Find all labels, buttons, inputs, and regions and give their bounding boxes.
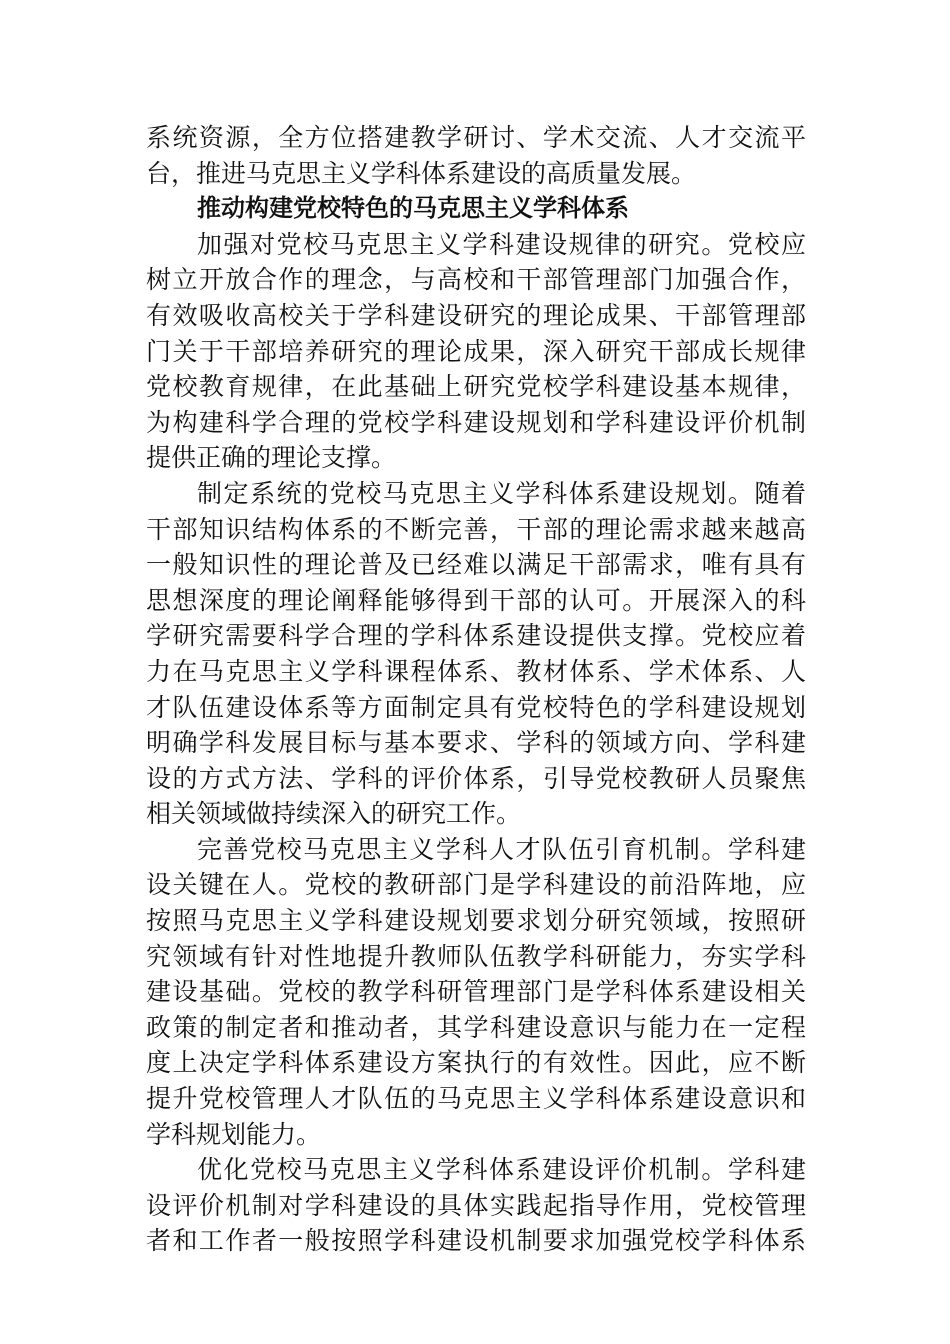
text-line: 系统资源，全方位搭建教学研讨、学术交流、人才交流平: [146, 123, 806, 152]
text-line: 明确学科发展目标与基本要求、学科的领域方向、学科建: [146, 728, 806, 758]
text-line: 政策的制定者和推动者，其学科建设意识与能力在一定程: [146, 1012, 806, 1042]
text-line: 为构建科学合理的党校学科建设规划和学科建设评价机制: [146, 407, 806, 437]
paragraph-evaluation: [146, 1152, 806, 1259]
text-line: 者和工作者一般按照学科建设机制要求加强党校学科体系: [146, 1226, 806, 1256]
text-line: 学研究需要科学合理的学科体系建设提供支撑。党校应着: [146, 621, 806, 651]
text-line: 思想深度的理论阐释能够得到干部的认可。开展深入的科: [146, 585, 806, 615]
text-line: 有效吸收高校关于学科建设研究的理论成果、干部管理部: [146, 300, 806, 330]
text-line: 制定系统的党校马克思主义学科体系建设规划。随着: [197, 478, 806, 508]
text-line: 提升党校管理人才队伍的马克思主义学科体系建设意识和: [146, 1084, 806, 1114]
text-line: 究领域有针对性地提升教师队伍教学科研能力，夯实学科: [146, 941, 806, 971]
text-line: 加强对党校马克思主义学科建设规律的研究。党校应: [197, 229, 806, 259]
paragraph-research-rules: [146, 227, 806, 476]
text-line: 门关于干部培养研究的理论成果，深入研究干部成长规律: [146, 336, 806, 366]
text-line: 党校教育规律，在此基础上研究党校学科建设基本规律，: [146, 372, 806, 402]
text-line: 按照马克思主义学科建设规划要求划分研究领域，按照研: [146, 906, 806, 936]
text-line: 设关键在人。党校的教研部门是学科建设的前沿阵地，应: [146, 870, 806, 900]
text-line: 才队伍建设体系等方面制定具有党校特色的学科建设规划: [146, 692, 806, 722]
text-line: 相关领域做持续深入的研究工作。: [146, 799, 522, 829]
paragraph-planning: [146, 476, 806, 832]
document-body: [146, 120, 806, 1259]
text-line: 学科规划能力。: [146, 1119, 322, 1149]
paragraph-talent: [146, 832, 806, 1152]
paragraph-continuation: [146, 120, 806, 191]
text-line: 优化党校马克思主义学科体系建设评价机制。学科建: [197, 1155, 806, 1185]
text-line: 度上决定学科体系建设方案执行的有效性。因此，应不断: [146, 1048, 806, 1078]
text-line: 建设基础。党校的教学科研管理部门是学科体系建设相关: [146, 977, 806, 1007]
text-line: 力在马克思主义学科课程体系、教材体系、学术体系、人: [146, 656, 806, 686]
text-line: 干部知识结构体系的不断完善，干部的理论需求越来越高: [146, 514, 806, 544]
section-heading: 推动构建党校特色的马克思主义学科体系: [197, 194, 629, 223]
text-line: 完善党校马克思主义学科人才队伍引育机制。学科建: [197, 834, 806, 864]
text-line: 设的方式方法、学科的评价体系，引导党校教研人员聚焦: [146, 763, 806, 793]
text-line: 一般知识性的理论普及已经难以满足干部需求，唯有具有: [146, 550, 806, 580]
text-line: 提供正确的理论支撑。: [146, 443, 397, 473]
text-line: 树立开放合作的理念，与高校和干部管理部门加强合作，: [146, 265, 806, 295]
text-line: 台，推进马克思主义学科体系建设的高质量发展。: [146, 158, 697, 188]
text-line: 设评价机制对学科建设的具体实践起指导作用，党校管理: [146, 1190, 806, 1220]
